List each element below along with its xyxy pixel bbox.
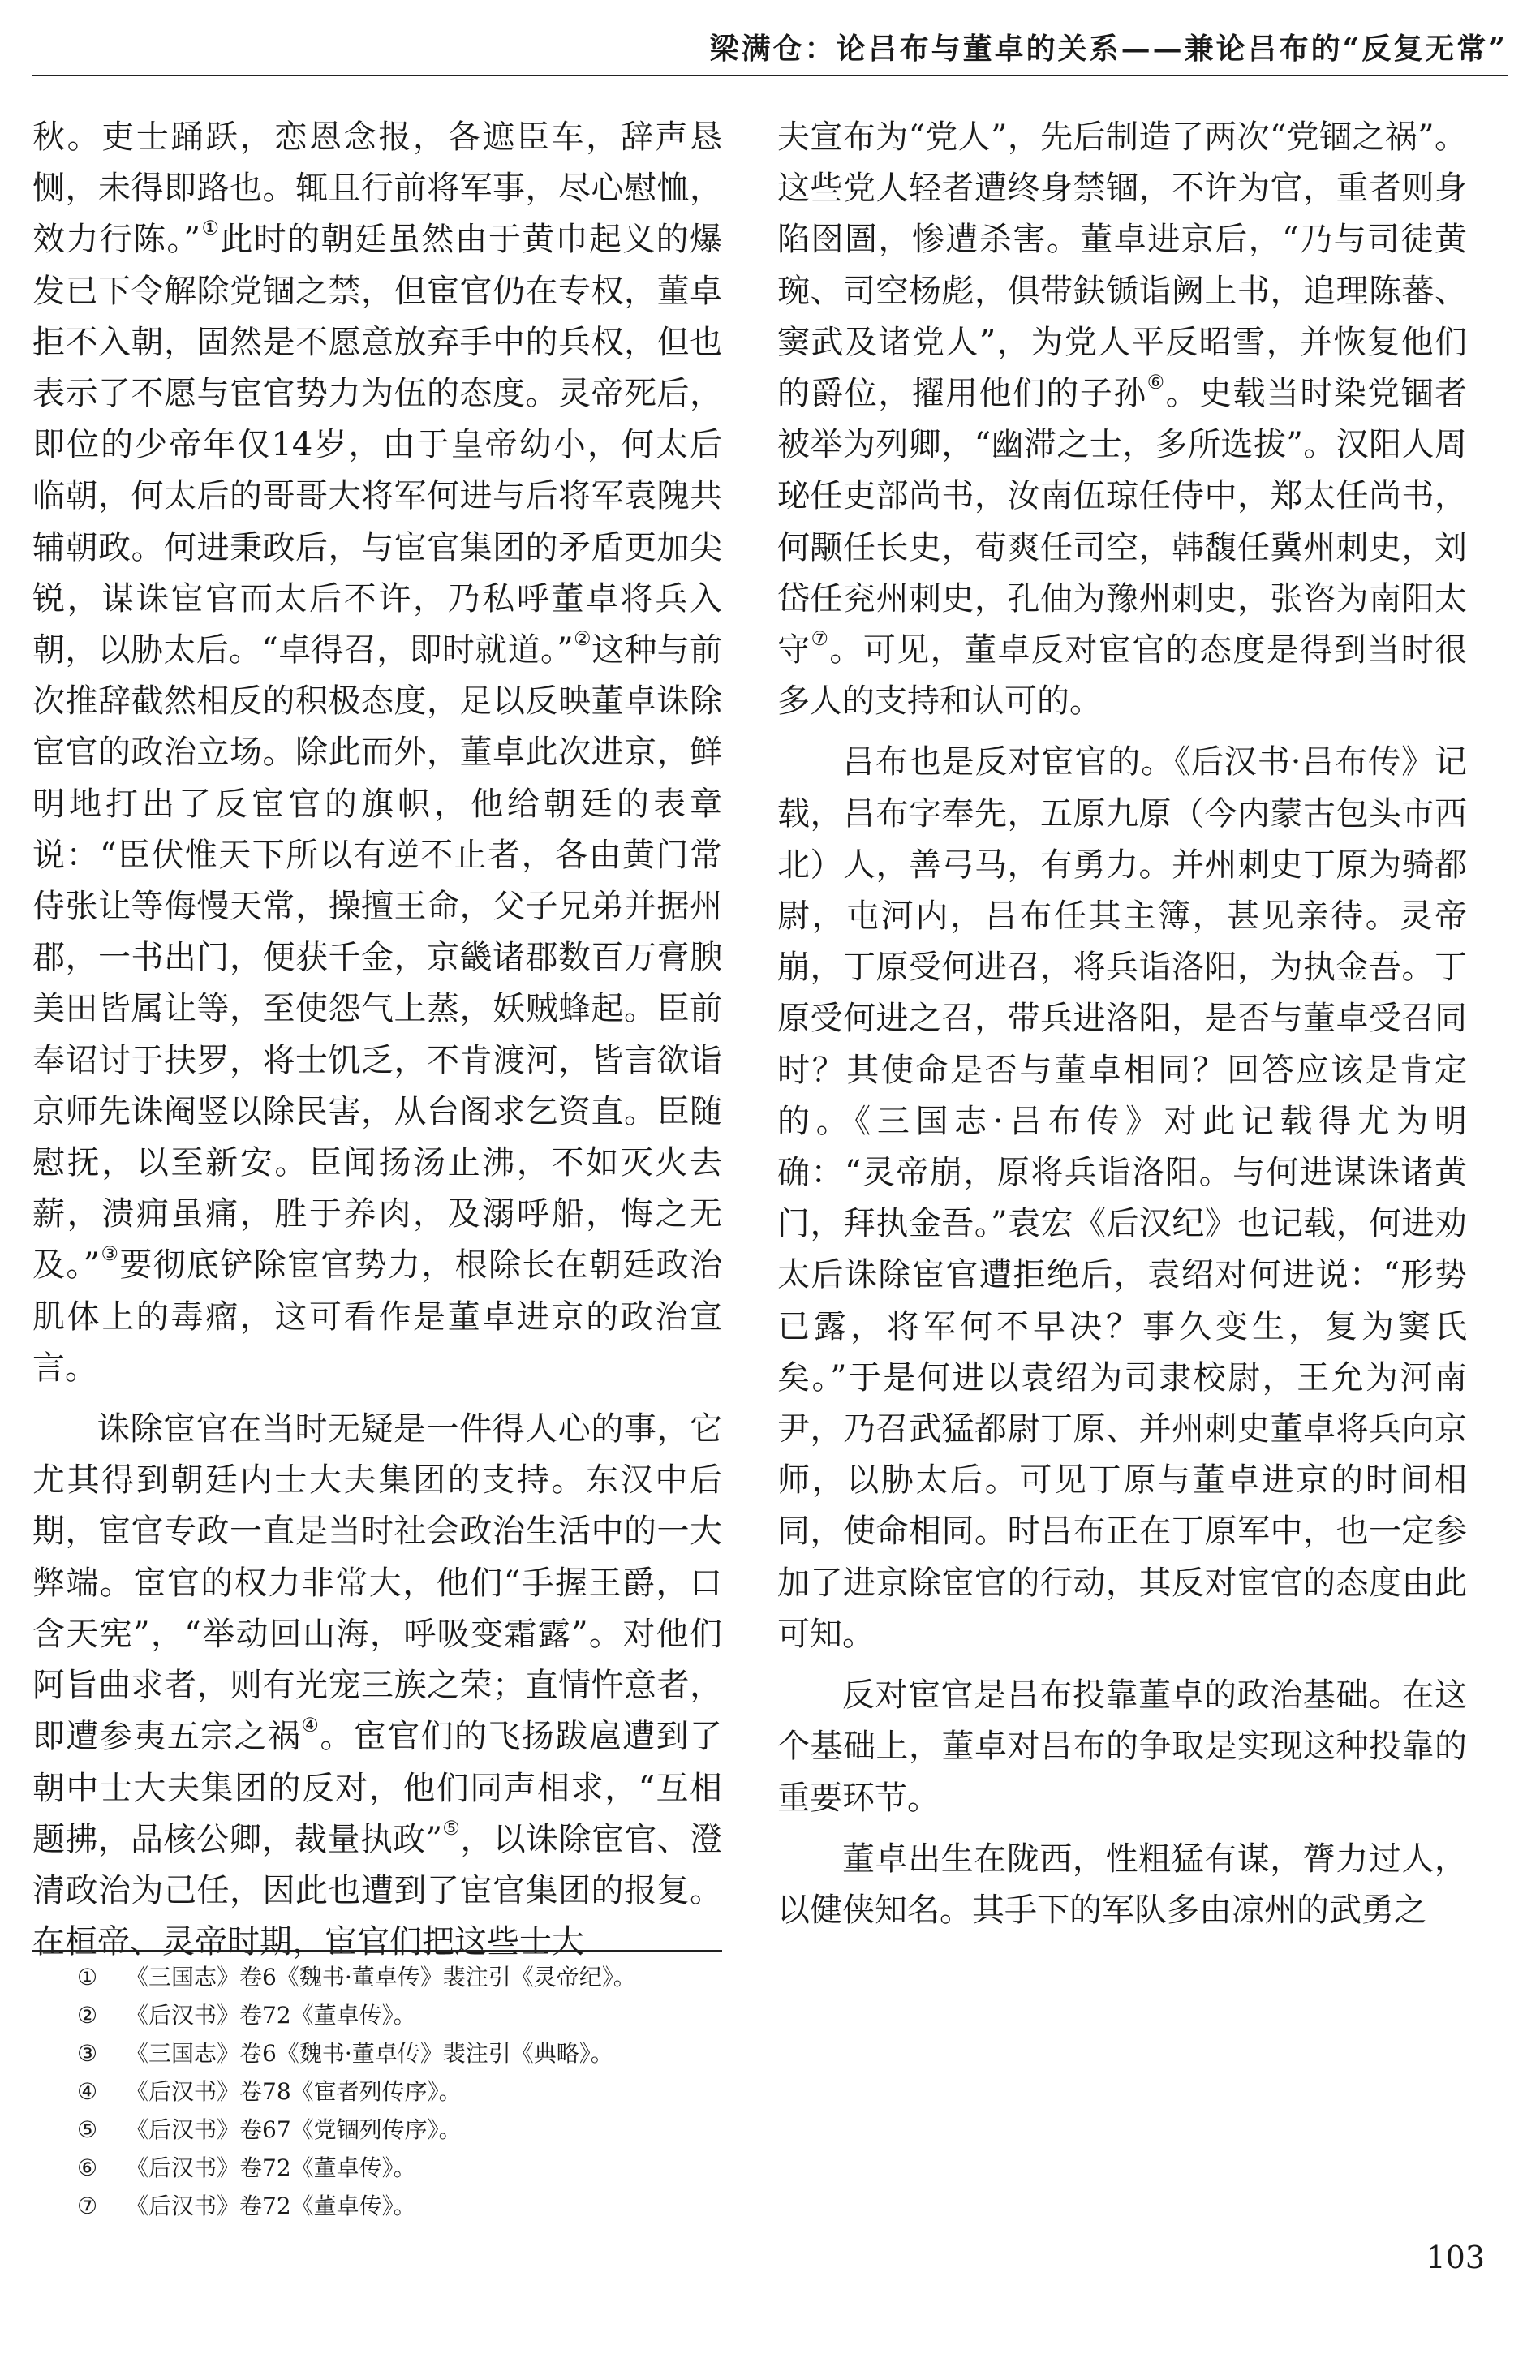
paragraph [777, 112, 1467, 727]
paragraph-text: 夫宣布为“党人”，先后制造了两次“党锢之祸”。这些党人轻者遭终身禁锢，不许为官，重者则身陷囹圄，惨遭杀害。董卓进京后，“乃与司徒黄琬、司空杨彪，俱带鈇锧诣阙上书，追理陈蕃、窦武及诸党人”，为党人平反昭雪，并恢复他们的爵位，擢用他们的子孙 [777, 118, 1467, 413]
footnote-item [77, 2149, 807, 2187]
footnote-text: 《后汉书》卷72《董卓传》。 [126, 2193, 416, 2219]
footnote-marker: ② [573, 626, 591, 650]
paragraph-text: 吕布也是反对宦官的。《后汉书·吕布传》记载，吕布字奉先，五原九原（今内蒙古包头市西北）人，善弓马，有勇力。并州刺史丁原为骑都尉，屯河内，吕布任其主簿，甚见亲待。灵帝崩，丁原受何进召，将兵诣洛阳，为执金吾。丁原受何进之召，带兵进洛阳，是否与董卓受召同时？其使命是否与董卓相同？回答应该是肯定的。《三国志·吕布传》对此记载得尤为明确：“灵帝崩，原将兵诣洛阳。与何进谋诛诸黄门，拜执金吾。”袁宏《后汉纪》也记载，何进劝太后诛除宦官遭拒绝后，袁绍对何进说：“形势已露，将军何不早决？事久变生，复为窦氏矣。”于是何进以袁绍为司隶校尉，王允为河南尹，乃召武猛都尉丁原、并州刺史董卓将兵向京师，以胁太后。可见丁原与董卓进京的时间相同，使命相同。时吕布正在丁原军中，也一定参加了进京除宦官的行动，其反对宦官的态度由此可知。 [777, 743, 1467, 1653]
footnote-text: 《三国志》卷6《魏书·董卓传》裴注引《典略》。 [126, 2040, 613, 2067]
footnote-number: ⑥ [77, 2154, 98, 2181]
paragraph [777, 737, 1467, 1660]
paragraph [777, 1834, 1467, 1936]
footnote-marker: ③ [100, 1242, 120, 1266]
paragraph [777, 1670, 1467, 1824]
footnote-text: 《三国志》卷6《魏书·董卓传》裴注引《灵帝纪》。 [126, 1964, 636, 1991]
right-column [777, 112, 1467, 1936]
footnote-item [77, 2072, 807, 2111]
paragraph-text: 。史载当时染党锢者被举为列卿，“幽滞之士，多所选拔”。汉阳人周珌任吏部尚书，汝南伍琼任侍中，郑太任尚书，何颙任长史，荀爽任司空，韩馥任冀州刺史，刘岱任兖州刺史，孔伷为豫州刺史，张咨为南阳太守 [777, 375, 1468, 669]
left-column [32, 112, 722, 1968]
running-header: 梁满仓：论吕布与董卓的关系——兼论吕布的“反复无常” [32, 23, 1508, 76]
footnote-marker: ① [200, 217, 221, 240]
footnote-text: 《后汉书》卷78《宦者列传序》。 [126, 2078, 462, 2105]
footnote-number: ② [77, 2002, 98, 2029]
footnote-number: ⑤ [77, 2116, 98, 2143]
footnote-marker: ④ [301, 1714, 320, 1737]
footnote-marker: ⑥ [1146, 370, 1166, 394]
paragraph-text: 反对宦官是吕布投靠董卓的政治基础。在这个基础上，董卓对吕布的争取是实现这种投靠的重要环节。 [777, 1676, 1467, 1817]
paragraph-text: 。可见，董卓反对宦官的态度是得到当时很多人的支持和认可的。 [777, 631, 1468, 721]
paragraph-text: 董卓出生在陇西，性粗猛有谋，膂力过人，以健侠知名。其手下的军队多由凉州的武勇之 [777, 1840, 1467, 1929]
footnote-number: ① [77, 1964, 98, 1991]
footnote-marker: ⑦ [811, 626, 830, 650]
paragraph-text: 这种与前次推辞截然相反的积极态度，足以反映董卓诛除宦官的政治立场。除此而外，董卓此次进京，鲜明地打出了反宦官的旗帜，他给朝廷的表章说：“臣伏惟天下所以有逆不止者，各由黄门常侍张让等侮慢天常，操擅王命，父子兄弟并据州郡，一书出门，便获千金，京畿诸郡数百万膏腴美田皆属让等，至使怨气上蒸，妖贼蜂起。臣前奉诏讨于扶罗，将士饥乏，不肯渡河，皆言欲诣京师先诛阉竖以除民害，从台阁求乞资直。臣随慰抚，以至新安。臣闻扬汤止沸，不如灭火去薪，溃痈虽痛，胜于养肉，及溺呼船，悔之无及。” [32, 631, 723, 1285]
footnote-number: ④ [77, 2078, 98, 2105]
paragraph-text: ，以诛除宦官、澄清政治为己任，因此也遭到了宦官集团的报复。在桓帝、灵帝时期，宦官们把这些士大 [32, 1820, 723, 1961]
paragraph-text: 此时的朝廷虽然由于黄巾起义的爆发已下令解除党锢之禁，但宦官仍在专权，董卓拒不入朝，固然是不愿意放弃手中的兵权，但也表示了不愿与宦官势力为伍的态度。灵帝死后，即位的少帝年仅14岁，由于皇帝幼小，何太后临朝，何太后的哥哥大将军何进与后将军袁隗共辅朝政。何进秉政后，与宦官集团的矛盾更加尖锐，谋诛宦官而太后不许，乃私呼董卓将兵入朝，以胁太后。“卓得召，即时就道。” [32, 221, 722, 669]
paragraph-text: 诛除宦官在当时无疑是一件得人心的事，它尤其得到朝廷内士大夫集团的支持。东汉中后期，宦官专政一直是当时社会政治生活中的一大弊端。宦官的权力非常大，他们“手握王爵，口含天宪”，“举动回山海，呼吸变霜露”。对他们阿旨曲求者，则有光宠三族之荣；直情忤意者，即遭参夷五宗之祸 [32, 1410, 722, 1756]
footnote-item [77, 1958, 807, 1996]
footnote-text: 《后汉书》卷72《董卓传》。 [126, 2002, 416, 2029]
footnote-text: 《后汉书》卷72《董卓传》。 [126, 2154, 416, 2181]
footnote-text: 《后汉书》卷67《党锢列传序》。 [126, 2116, 462, 2143]
paragraph [32, 1404, 722, 1968]
footnote-marker: ⑤ [442, 1816, 461, 1840]
footnote-item [77, 1996, 807, 2034]
footnote-list [77, 1958, 807, 2225]
footnote-item [77, 2187, 807, 2225]
footnote-item [77, 2034, 807, 2072]
paragraph-text: 。宦官们的飞扬跋扈遭到了朝中士大夫集团的反对，他们同声相求，“互相题拂，品核公卿，裁量执政” [32, 1718, 723, 1858]
footnote-rule [32, 1950, 722, 1952]
page-number: 103 [1426, 2240, 1485, 2275]
footnote-number: ③ [77, 2040, 98, 2067]
paragraph-text: 要彻底铲除宦官势力，根除长在朝廷政治肌体上的毒瘤，这可看作是董卓进京的政治宣言。 [32, 1246, 723, 1387]
footnote-item [77, 2111, 807, 2149]
paragraph [32, 112, 722, 1394]
footnote-number: ⑦ [77, 2193, 98, 2219]
paragraph-text: 秋。吏士踊跃，恋恩念报，各遮臣车，辞声恳恻，未得即路也。辄且行前将军事，尽心慰恤，效力行陈。” [32, 118, 722, 259]
